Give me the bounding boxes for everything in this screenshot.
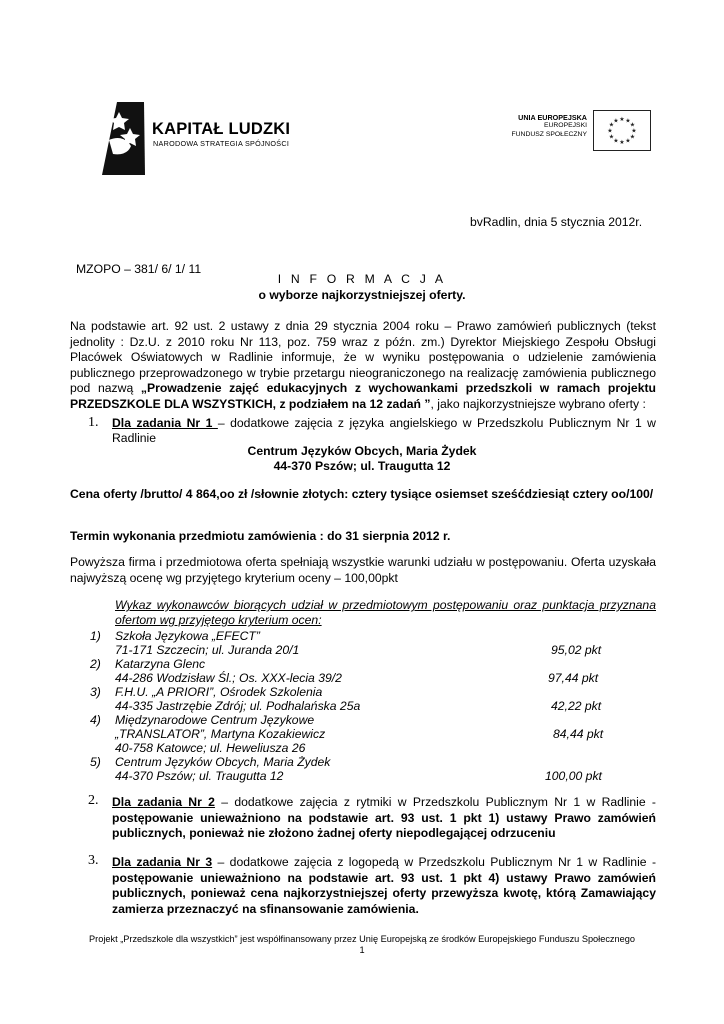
place-and-date: bvRadlin, dnia 5 stycznia 2012r. xyxy=(470,215,643,229)
selected-contractor-address: 44-370 Pszów; ul. Traugutta 12 xyxy=(273,459,451,473)
contractor-address: 44-286 Wodzisław Śl.; Os. XXX-lecia 39/2 xyxy=(115,671,342,685)
intro-paragraph xyxy=(70,319,656,412)
contractor-name: Szkoła Językowa „EFECT” xyxy=(115,629,260,643)
item-2-annulment: postępowanie unieważniono na podstawie art. 93 ust. 1 pkt 1) ustawy Prawo zamówień publicznych, ponieważ nie złożono żadnej oferty niepodlegającej odrzuceniu xyxy=(112,810,656,840)
contractor-address: 71-171 Szczecin; ul. Juranda 20/1 xyxy=(115,643,300,657)
contractor-number: 5) xyxy=(90,755,101,769)
document-subtitle: o wyborze najkorzystniejszej oferty. xyxy=(258,288,466,302)
intro-text-1: Na podstawie art. 92 ust. 2 ustawy z dnia 29 stycznia 2004 roku – Prawo zamówień publicznych (tekst jednolity : Dz.U. z 2010 roku Nr 113, poz. 759 wraz z późn. zm.) Dyrektor Miejskiego Zespołu Obsługi Placówek Oświatowych w Radlinie informuje, że w wyniku postępowania o udzielenie zamówienia publicznego przeprowadzonego w trybie przetargu nieograniczonego na realizację zamówienia publicznego pod nazwą xyxy=(70,319,656,395)
contractor-score: 97,44 pkt xyxy=(548,671,599,685)
svg-text:★: ★ xyxy=(629,121,636,129)
svg-text:★: ★ xyxy=(608,121,615,129)
contractor-address: 44-370 Pszów; ul. Traugutta 12 xyxy=(115,769,284,783)
contractor-score: 100,00 pkt xyxy=(545,769,602,783)
item-1-label: Dla zadania Nr 1 xyxy=(112,416,218,430)
svg-text:★: ★ xyxy=(629,133,636,141)
contractor-address: 40-758 Katowce; ul. Heweliusza 26 xyxy=(115,741,306,755)
contractor-number: 2) xyxy=(90,657,101,671)
page-number: 1 xyxy=(359,945,365,955)
contractors-list-heading: Wykaz wykonawców biorących udział w przedmiotowym postępowaniu oraz punktacja przyznana ofertom wg przyjętego kryterium ocen: xyxy=(115,598,656,627)
contractor-address: 44-335 Jastrzębie Zdrój; ul. Podhalańska 25a xyxy=(115,699,361,713)
svg-text:★: ★ xyxy=(619,139,625,146)
contractor-score: 42,22 pkt xyxy=(551,699,602,713)
svg-text:★: ★ xyxy=(613,117,619,125)
kapital-ludzki-subtitle: NARODOWA STRATEGIA SPÓJNOŚCI xyxy=(153,139,290,148)
item-2-label: Dla zadania Nr 2 xyxy=(112,795,215,809)
svg-text:★: ★ xyxy=(607,127,613,135)
contractor-number: 1) xyxy=(90,629,101,643)
contractor-name: F.H.U. „A PRIORI”, Ośrodek Szkolenia xyxy=(115,685,323,699)
eu-stars-icon xyxy=(594,111,650,150)
contractor-number: 4) xyxy=(90,713,101,727)
item-3-text xyxy=(112,855,656,917)
item-2-text xyxy=(112,795,656,842)
reference-number: MZOPO – 381/ 6/ 1/ 11 xyxy=(76,262,202,276)
evaluation-paragraph: Powyższa firma i przedmiotowa oferta spełniają wszystkie warunki udziału w postępowaniu. Oferta uzyskała najwyższą ocenę wg przyjętego kryterium oceny – 100,00pkt xyxy=(70,555,656,585)
svg-text:★: ★ xyxy=(631,127,637,135)
item-3-description: – dodatkowe zajęcia z logopedą w Przedszkolu Publicznym Nr 1 w Radlinie - xyxy=(212,855,657,869)
completion-term: Termin wykonania przedmiotu zamówienia : do 31 sierpnia 2012 r. xyxy=(70,529,451,543)
item-2-description: – dodatkowe zajęcia z rytmiki w Przedszkolu Publicznym Nr 1 w Radlinie - xyxy=(214,795,656,809)
eu-line-2: EUROPEJSKI xyxy=(543,122,587,130)
contractor-score: 95,02 pkt xyxy=(551,643,602,657)
contractor-name: Centrum Języków Obcych, Maria Żydek xyxy=(115,755,331,769)
eu-line-1: UNIA EUROPEJSKA xyxy=(518,113,587,122)
selected-contractor-name: Centrum Języków Obcych, Maria Żydek xyxy=(247,444,477,458)
kapital-ludzki-emblem-icon xyxy=(102,102,145,175)
offer-price: Cena oferty /brutto/ 4 864,oo zł /słownie złotych: cztery tysiące osiemset sześćdziesiąt cztery oo/100/ xyxy=(70,487,654,501)
intro-text-2: , jako najkorzystniejsze wybrano oferty : xyxy=(430,396,646,411)
item-1-text xyxy=(112,416,656,446)
footer-text: Projekt „Przedszkole dla wszystkich” jest współfinansowany przez Unię Europejską ze środków Europejskiego Funduszu Społecznego xyxy=(89,934,635,944)
svg-text:★: ★ xyxy=(625,117,631,125)
contractor-name: Międzynarodowe Centrum Językowe xyxy=(115,713,315,727)
item-1-number: 1. xyxy=(88,415,99,430)
document-title: I N F O R M A C J A xyxy=(277,272,447,286)
svg-text:★: ★ xyxy=(625,137,631,145)
eu-flag-icon xyxy=(593,110,651,151)
svg-text:★: ★ xyxy=(619,116,625,123)
eu-line-3: FUNDUSZ SPOŁECZNY xyxy=(511,130,587,138)
item-2-number: 2. xyxy=(88,793,99,808)
contractor-name: Katarzyna Glenc xyxy=(115,657,206,671)
contractor-name-cont: „TRANSLATOR”, Martyna Kozakiewicz xyxy=(115,727,326,741)
contractor-number: 3) xyxy=(90,685,101,699)
item-3-label: Dla zadania Nr 3 xyxy=(112,855,213,869)
svg-text:★: ★ xyxy=(608,133,615,141)
kapital-ludzki-title: KAPITAŁ LUDZKI xyxy=(152,120,291,138)
contractor-score: 84,44 pkt xyxy=(553,727,604,741)
intro-project-name: „Prowadzenie zajęć edukacyjnych z wychowankami przedszkoli w ramach projektu PRZEDSZKOLE DLA WSZYSTKICH, z podziałem na 12 zadań ” xyxy=(70,381,656,411)
item-1-description: – dodatkowe zajęcia z języka angielskiego w Przedszkolu Publicznym Nr 1 w Radlinie xyxy=(112,416,656,445)
item-3-number: 3. xyxy=(88,853,99,868)
eu-label xyxy=(505,114,587,139)
svg-text:★: ★ xyxy=(613,137,619,145)
item-3-annulment: postępowanie unieważniono na podstawie art. 93 ust. 1 pkt 4) ustawy Prawo zamówień publicznych, ponieważ cena najkorzystniejszej oferty przewyższa kwotę, którą Zamawiający zamierza przeznaczyć na sfinansowanie zamówienia. xyxy=(112,870,656,916)
